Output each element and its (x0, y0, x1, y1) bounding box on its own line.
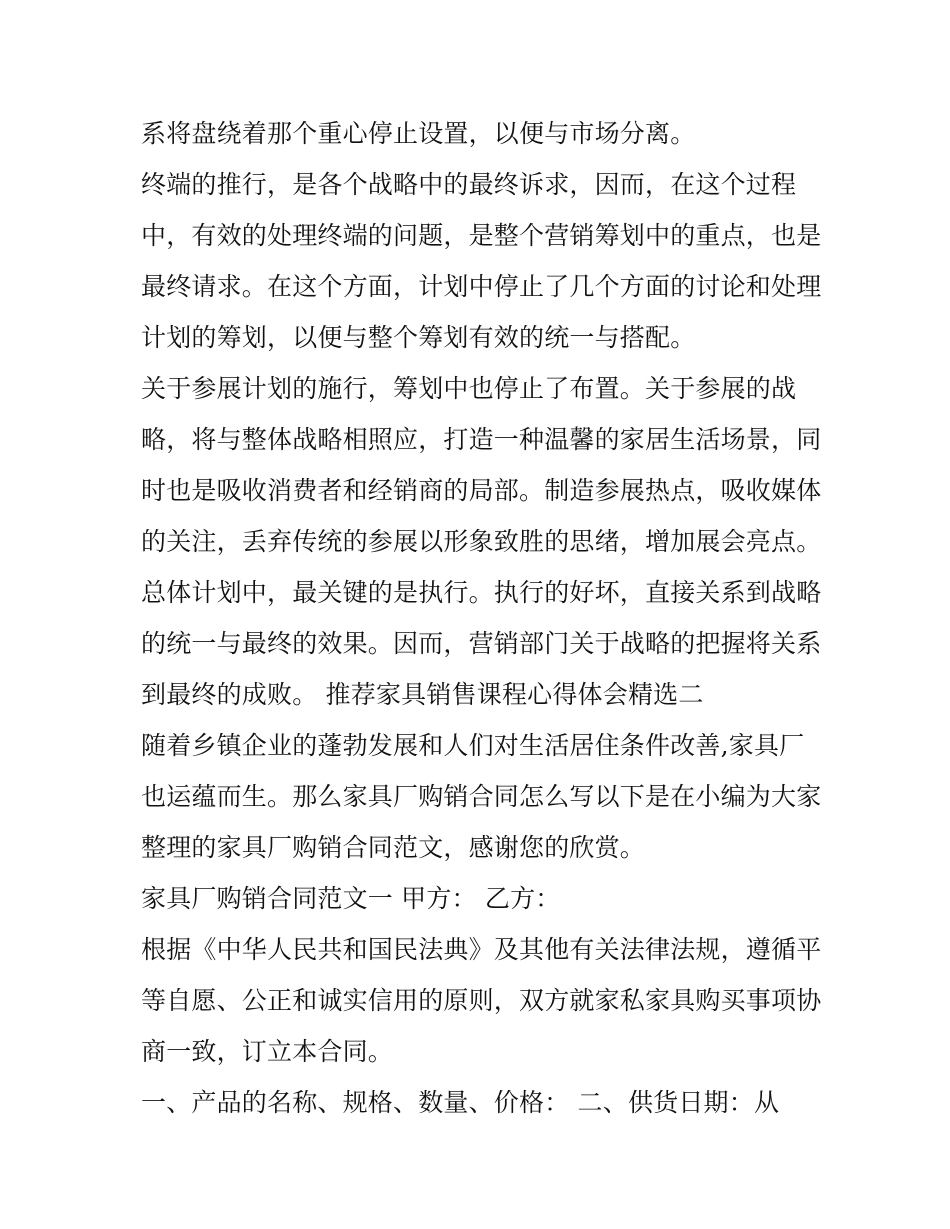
text-line-6: 关于参展计划的施行，筹划中也停止了布置。关于参展的战 (141, 374, 797, 403)
text-line-16: 家具厂购销合同范文一 甲方： 乙方： (141, 884, 561, 913)
text-line-18: 等自愿、公正和诚实信用的原则，双方就家私家具购买事项协 (141, 986, 822, 1015)
text-line-19: 商一致，订立本合同。 (141, 1037, 394, 1066)
text-line-12: 到最终的成败。 推荐家具销售课程心得体会精选二 (141, 680, 704, 709)
text-line-13: 随着乡镇企业的蓬勃发展和人们对生活居住条件改善,家具厂 (141, 731, 805, 760)
text-line-8: 时也是吸收消费者和经销商的局部。制造参展热点，吸收媒体 (141, 476, 822, 505)
text-line-14: 也运蕴而生。那么家具厂购销合同怎么写以下是在小编为大家 (141, 782, 822, 811)
text-line-2: 终端的推行，是各个战略中的最终诉求，因而，在这个过程 (141, 170, 797, 199)
text-line-3: 中，有效的处理终端的问题，是整个营销筹划中的重点，也是 (141, 221, 822, 250)
text-line-17: 根据《中华人民共和国民法典》及其他有关法律法规，遵循平 (141, 935, 822, 964)
text-line-15: 整理的家具厂购销合同范文，感谢您的欣赏。 (141, 833, 646, 862)
text-line-1: 系将盘绕着那个重心停止设置，以便与市场分离。 (141, 119, 696, 148)
text-line-20: 一、产品的名称、规格、数量、价格： 二、供货日期：从 (141, 1088, 780, 1117)
text-line-10: 总体计划中，最关键的是执行。执行的好坏，直接关系到战略 (141, 578, 822, 607)
text-line-4: 最终请求。在这个方面，计划中停止了几个方面的讨论和处理 (141, 272, 822, 301)
text-line-11: 的统一与最终的效果。因而，营销部门关于战略的把握将关系 (141, 629, 822, 658)
text-line-9: 的关注，丢弃传统的参展以形象致胜的思绪，增加展会亮点。 (141, 527, 822, 556)
document-body (141, 108, 821, 1128)
text-line-5: 计划的筹划，以便与整个筹划有效的统一与搭配。 (141, 323, 696, 352)
text-line-7: 略，将与整体战略相照应，打造一种温馨的家居生活场景，同 (141, 425, 822, 454)
